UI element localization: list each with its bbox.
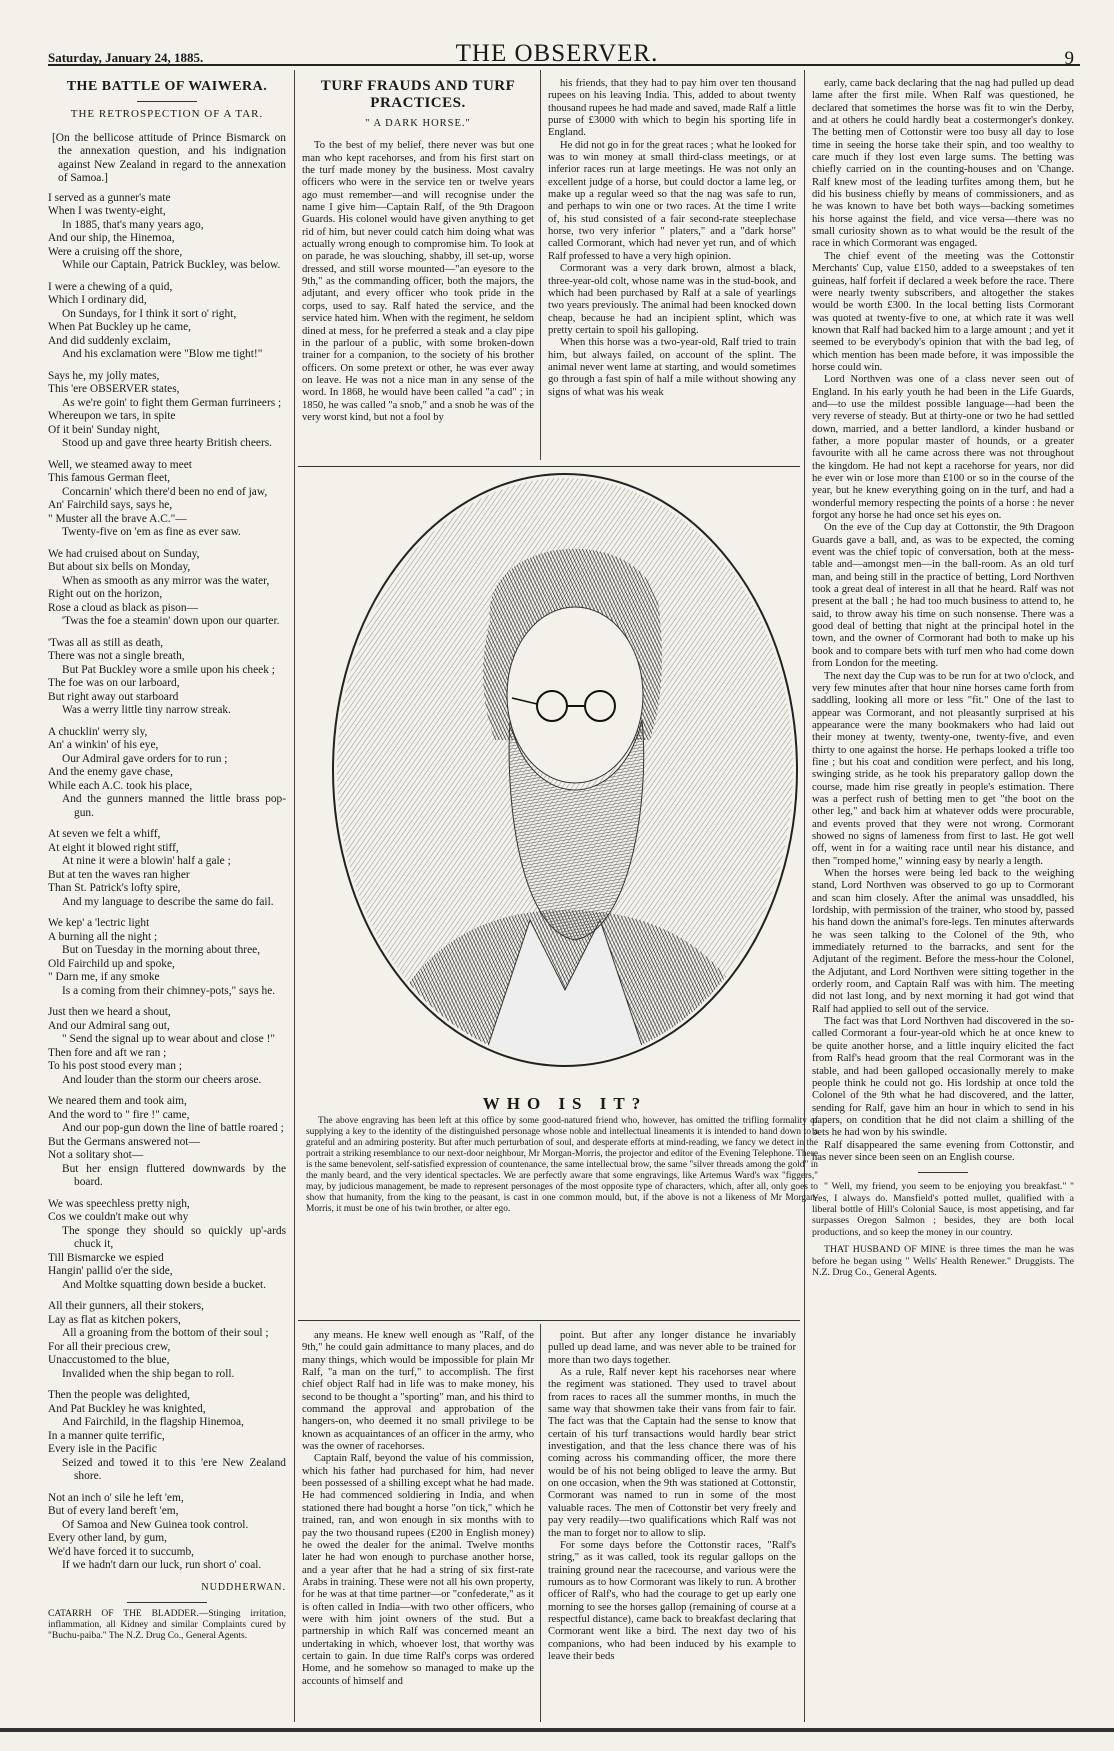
paragraph: To the best of my belief, there never was but one man who kept racehorses, and from his first start on the turf made money by the business. Most cavalry officers who were in the service ten or twelve years ago must remember—and will recognise under the name I give him—Captain Ralf, of the 9th Dragoon Guards. His colonel would have given anything to get rid of him, but never could catch him doing what was actually wrong enough to compromise him. To look at on parade, he was slouching, shabby, ill set-up, worse dressed, and still worse mounted—"an eyesore to the 9th," as the commanding officer, both the majors, the adjutant, and every officer who took pride in the corps, used to say. Ralf hated the service, and the service hated him. When with the regiment, he seldom dined at mess, for he preferred a steak and a clay pipe in the parlour of a public, with some broken-down trainer for a companion, to the society of his brother officers. On some pretext or other, he was ever away on leave. He was not a nice man in any sense of the word. In 1868, he would have been called "a cad" ; in 1850, he was called "a snob," and a snob he was of the very worst kind, but not a fool by (302, 140, 534, 423)
poem-line: Then fore and aft we ran ; (48, 1046, 167, 1059)
poem-line: All their gunners, all their stokers, (48, 1300, 204, 1312)
poem-line: Which I ordinary did, (48, 294, 147, 306)
poem-line: We was speechless pretty nigh, (48, 1197, 190, 1210)
poem-line: And louder than the storm our cheers arose. (62, 1073, 262, 1086)
stanza (48, 1492, 286, 1573)
poem-line: But right away out starboard (48, 690, 179, 703)
poem-title: THE BATTLE OF WAIWERA. (66, 79, 268, 94)
column-divider (540, 70, 541, 460)
article-body (548, 1330, 796, 1663)
ornament-rule (137, 101, 197, 102)
poem-line: Twenty-five on 'em as fine as ever saw. (62, 526, 241, 538)
poem-line: But about six bells on Monday, (48, 561, 191, 573)
issue-date: Saturday, January 24, 1885. (48, 50, 204, 65)
article-subtitle: " A DARK HORSE." (365, 118, 471, 129)
poem-line: Hangin' pallid o'er the side, (48, 1265, 173, 1277)
paragraph: Ralf disappeared the same evening from Cottonstir, and has never since been seen on an English course. (812, 1139, 1074, 1163)
poem-line: And did suddenly exclaim, (48, 334, 171, 347)
poem-line: And our pop-gun down the line of battle roared ; (62, 1122, 284, 1134)
poem-line: A chucklin' werry sly, (48, 725, 148, 738)
poem-line: Not an inch o' sile he left 'em, (48, 1491, 184, 1504)
poem-line: And the gunners manned the little brass pop-gun. (62, 793, 286, 819)
poem-line: Than St. Patrick's lofty spire, (48, 882, 181, 894)
section-rule (298, 466, 800, 467)
article-body (302, 140, 534, 424)
poem-line: While each A.C. took his place, (48, 779, 193, 792)
paragraph: point. But after any longer distance he invariably pulled up dead lame, and was never able to be trained for more than two days together. (548, 1330, 796, 1366)
poem-line: In a manner quite terrific, (48, 1429, 165, 1442)
paragraph: The fact was that Lord Northven had discovered in the so-called Cormorant a four-year-old which he at once knew to be quite another horse, and a little inquiry elicited the fact from Ralf's head groom that the real Cormorant was in the stable, and had been galloped occasionally merely to make people think he could not go. His lordship at once told the Colonel of the 9th what he had discovered, and the latter, sending for Ralf, gave him an hour in which to send in his papers, on condition that he did not claim a shilling of the bets he had won by his swindle. (812, 1016, 1074, 1139)
column-divider (540, 1324, 541, 1722)
stanza (48, 459, 286, 540)
poem-line: Just then we heard a shout, (48, 1006, 171, 1018)
column-divider (804, 70, 805, 1722)
poem-line: We'd have forced it to succumb, (48, 1545, 194, 1558)
paragraph: The chief event of the meeting was the Cottonstir Merchants' Cup, value £150, added to a sweepstakes of ten guineas, half forfeit if declared a week before the race. There were nearly twenty subscribers, and altogether the stakes would be worth £300. In the local betting lists Cormorant was quoted at twenty-five to one, at which rate it was well known that Ralf had backed him to a large amount ; and yet it seemed to be everybody's opinion that with the bad leg, of which mention has been made before, it was impossible the horse could win. (812, 250, 1074, 373)
poem-line: And Pat Buckley he was knighted, (48, 1402, 206, 1415)
column-divider (294, 70, 295, 1722)
stanza (48, 1389, 286, 1484)
poem-line: This 'ere OBSERVER states, (48, 383, 180, 395)
stanza (48, 1300, 286, 1381)
paragraph: When the horses were being led back to the weighing stand, Lord Northven was observed to go up to Cormorant and scan him closely. After the animal was unsaddled, his lordship, with permission of the trainer, who stood by, passed his hand down the animal's fore-legs. Ten minutes afterwards he was seen talking to the Colonel of the 9th, who immediately returned to the barracks, and sent for the Adjutant of the regiment. Before the mess-hour the Colonel, the Adjutant, and Lord Northven were sitting together in the orderly room, and Captain Ralf was with him. The meeting did not last long, and by next morning it had got wind that Ralf had applied to sell out of the service. (812, 868, 1074, 1015)
poem-line: If we hadn't darn our luck, run short o' coal. (62, 1559, 262, 1571)
poem-line: " Darn me, if any smoke (48, 971, 160, 983)
poem-line: There was not a single breath, (48, 650, 185, 662)
poem-line: In 1885, that's many years ago, (62, 218, 204, 231)
article-body (302, 1330, 534, 1688)
poem-line: And my language to describe the same do fail. (62, 895, 274, 908)
paragraph: The next day the Cup was to be run for at two o'clock, and very few minutes after that hour nine horses came forth from saddling, looking all more or less "fit." One of the last to appear was Cormorant, and not pleasantly surprised at his appearance were the many bookmakers who had laid out their money at twenty, twenty-one, twenty-five, and even thirty to one against the horse. He perhaps looked a trifle too fine ; but his coat and condition were perfect, and his long, swinging stride, as he took his preparatory gallop down the course, made him rise greatly in people's estimation. There was a perfect rush of betting men to get "the boot on the other leg," and back him at whatever odds were procurable, and events proved that they were not wrong. Cormorant showed no signs of lameness from first to last. He got well off, went in for a waiting race until near his distance, and then "romped home," winning easy by nearly a length. (812, 670, 1074, 867)
poem-line: But on Tuesday in the morning about three, (62, 944, 261, 956)
poem-line: Invalided when the ship began to roll. (62, 1367, 235, 1380)
poem-line: Stood up and gave three hearty British cheers. (62, 437, 273, 449)
poem-line: As we're goin' to fight them German furrineers ; (62, 396, 282, 409)
stanza (48, 192, 286, 273)
portrait-caption (306, 1116, 818, 1215)
poem-line: Cos we couldn't make out why (48, 1211, 189, 1223)
poem-line: While our Captain, Patrick Buckley, was below. (62, 259, 281, 271)
poem-line: When I was twenty-eight, (48, 205, 166, 217)
stanza (48, 370, 286, 451)
poem-line: At seven we felt a whiff, (48, 828, 161, 840)
poem-line: Rose a cloud as black as pison— (48, 601, 198, 614)
poem-line: At nine it were a blowin' half a gale ; (62, 855, 231, 867)
poem-line: Every other land, by gum, (48, 1532, 167, 1544)
poem-line: I were a chewing of a quid, (48, 280, 173, 293)
poem-signature: NUDDHERWAN. (201, 1581, 286, 1593)
poem-subtitle: THE RETROSPECTION OF A TAR. (70, 108, 264, 120)
paragraph: early, came back declaring that the nag had pulled up dead lame after the first mile. When Ralf was questioned, he declared that sometimes the horse was fit to win the Derby, and at others he could hardly beat a costermonger's donkey. The betting men of Cottonstir were too busy all day to lose time in seeing the horse take their spin, and too wealthy to care much if they lost even large sums. The betting was chiefly carried on in the counting-houses and on 'Change. Ralf knew most of the leading turfites among them, but he did his business chiefly by means of commissioners, and as he was known to have bet both ways—backing sometimes his horse against the field, and vice versa—there was no small curiosity shown as to what would be the result of the race in which Cormorant was engaged. (812, 78, 1074, 250)
poem-line: But her ensign fluttered downwards by the board. (62, 1162, 286, 1188)
portrait-heading: WHO IS IT? (482, 1094, 648, 1113)
ornament-rule (127, 1602, 207, 1603)
turf-column-1 (302, 78, 534, 462)
page-number: 9 (1064, 48, 1074, 69)
poem-line: But Pat Buckley wore a smile upon his cheek ; (62, 663, 275, 676)
article-body (548, 78, 796, 399)
masthead (30, 34, 1084, 69)
masthead-rule (48, 64, 1080, 66)
poem-line: Lay as flat as kitchen pokers, (48, 1313, 181, 1326)
stanza (48, 828, 286, 909)
ornament-rule (918, 1172, 968, 1173)
poem-line: Were a cruising off the shore, (48, 245, 183, 258)
poem-line: Well, we steamed away to meet (48, 458, 192, 471)
poem-line: And our Admiral sang out, (48, 1019, 170, 1032)
stanza (48, 548, 286, 629)
turf-column-2-continued (548, 1330, 796, 1722)
poem-line: Old Fairchild up and spoke, (48, 957, 175, 970)
poem-line: But at ten the waves ran higher (48, 868, 190, 881)
poem-line: We kep' a 'lectric light (48, 917, 150, 929)
poem-line: 'Twas all as still as death, (48, 636, 164, 649)
poem-intro: [On the bellicose attitude of Prince Bismarck on the annexation question, and his indignation against New Zealand in regard to the annexation of Samoa.] (52, 131, 286, 184)
newspaper-title: THE OBSERVER. (455, 40, 659, 67)
poem-line: We had cruised about on Sunday, (48, 547, 200, 560)
poem-stanzas (48, 192, 286, 1573)
advertisement: CATARRH OF THE BLADDER.—Stinging irritation, inflammation, all Kidney and similar Complaints cured by "Buchu-paiba." The N.Z. Drug Co., General Agents. (48, 1609, 286, 1641)
poem-line: A burning all the night ; (48, 930, 158, 943)
paragraph: Captain Ralf, beyond the value of his commission, which his father had purchased for him, had never been possessed of a shilling except what he had made. He had commenced soldiering in India, and when stationed there had bought a horse "on tick," which he trained, ran, and won enough in six months with to pay the two thousand rupees (£200 in English money) he owed the dealer for the animal. Twelve months later he had won enough to purchase another horse, and a year after that he had a string of six first-rate Arabs in training. These were not all his own property, for he was at that time partner—or "confederate," as it is often called in India—with two other officers, who were with him joint owners of the stud. But a partnership in which Ralf was concerned meant an undertaking in which, whoever lost, that worthy was certain to gain. In due time Ralf's corps was ordered Home, and he somehow so managed to make up the accounts of himself and (302, 1453, 534, 1687)
poem-line: At eight it blowed right stiff, (48, 841, 179, 854)
article-title: TURF FRAUDS AND TURF PRACTICES. (320, 78, 516, 111)
poem-column (48, 78, 286, 1718)
paragraph: As a rule, Ralf never kept his racehorses near where the regiment was stationed. They used to travel about from races to races all the summer months, in much the same way that showmen take their vans from fair to fair. The fact was that the Captain had the sense to know that certain of his turf transactions would hardly bear strict investigation, and that the less chance there was of his coming across his commanding officer, the more there would be of his not being obliged to leave the army. But on one occasion, when the 9th was stationed at Cottonstir, Cormorant was named to run in some of the most valuable races. The men of Cottonstir bet very freely and pay very readily—two qualifications which Ralf was not the man to forget nor to allow to slip. (548, 1367, 796, 1539)
article-body (812, 78, 1074, 1164)
poem-line: Unaccustomed to the blue, (48, 1354, 170, 1366)
poem-line: When as smooth as any mirror was the water, (62, 574, 270, 587)
poem-line: And the enemy gave chase, (48, 766, 173, 778)
poem-line: When Pat Buckley up he came, (48, 321, 191, 333)
paragraph: Cormorant was a very dark brown, almost a black, three-year-old colt, whose name was in the stud-book, and which had been purchased by Ralf at a sale of yearlings two years previously. The animal had been knocked down cheap, because he had an incipient splint, which was pretty certain to spoil his galloping. (548, 263, 796, 336)
poem-line: Says he, my jolly mates, (48, 369, 160, 382)
turf-column-1-continued (302, 1330, 534, 1722)
poem-line: An' Fairchild says, says he, (48, 499, 173, 511)
poem-line: To his post stood every man ; (48, 1060, 182, 1072)
poem-line: But of every land bereft 'em, (48, 1505, 179, 1517)
caption-text: The above engraving has been left at this office by some good-natured friend who, however, has omitted the trifling formality of supplying a key to the identity of the distinguished personage whose noble and intellectual lineaments it is intended to hand down to a grateful and an admiring posterity. But after much perturbation of soul, and desperate efforts at mind-reading, we fancy we detect in the portrait a striking resemblance to our next-door neighbour, Mr Morgan-Morris, the projector and editor of the Evening Telephone. There is the same benevolent, self-satisfied expression of countenance, the same intellectual brow, the same "silver threads among the gold" in the manly beard, and the very identical spectacles. We are perfectly aware that some engravings, like Artemus Ward's wax "figgers," may, by judicious management, be made to represent personages of the most opposite type of characters, which, after all, only goes to show that humanity, from the king to the peasant, is cast in one common mould, but, if the above is not a likeness of Mr Morgan-Morris, it must be one of his twin brother, or alter ego. (306, 1116, 818, 1214)
poem-line: I served as a gunner's mate (48, 191, 171, 204)
poem-line: Concarnin' which there'd been no end of jaw, (62, 485, 268, 498)
poem-line: Our Admiral gave orders for to run ; (62, 752, 228, 765)
poem-line: Till Bismarcke we espied (48, 1251, 164, 1264)
turf-column-3 (812, 78, 1074, 1722)
turf-column-2 (548, 78, 796, 462)
page-bottom-rule (0, 1728, 1114, 1732)
paragraph: his friends, that they had to pay him over ten thousand rupees on his leaving India. This, added to about twenty thousand rupees he had made and saved, made Ralf a little purse of £3000 with which to begin his sporting life in England. (548, 78, 796, 139)
poem-line: And our ship, the Hinemoa, (48, 232, 175, 244)
poem-line: For all their precious crew, (48, 1340, 171, 1353)
poem-line: 'Twas the foe a steamin' down upon our quarter. (62, 615, 280, 627)
poem-line: The foe was on our larboard, (48, 677, 180, 689)
poem-line: On Sundays, for I think it sort o' right, (62, 307, 237, 320)
paragraph: Lord Northven was one of a class never seen out of England. In his early youth he had been in the Life Guards, and—to use the mildest possible language—had been the very reverse of steady. But at thirty-one or two he had settled down, married, and a better landlord, a kinder husband or father, a more popular master of hounds, or a greater favourite with all he came across there was not throughout the kingdom. He had not kept a racehorse for years, nor did he ever win or lose more than £100 or so in the course of the year, but he knew everything going on in the turf, and had a wonderful memory respecting the points of a horse : he never forgot any horse he had once set his eyes on. (812, 374, 1074, 522)
stanza (48, 637, 286, 718)
poem-line: Of it bein' Sunday night, (48, 423, 160, 436)
poem-line: Of Samoa and New Guinea took control. (62, 1518, 249, 1531)
stanza (48, 1198, 286, 1293)
paragraph: For some days before the Cottonstir races, "Ralf's string," as it was called, took its regular gallops on the training ground near the racecourse, and various were the rumours as to how Cormorant was likely to run. A brother officer of Ralf's, who had the courage to get up early one morning to see the horses gallop (remaining of course at a respectful distance), came back to breakfast declaring that Cormorant went like a bird. The next day two of his companions, who had been induced by his example to leave their beds (548, 1539, 796, 1662)
paragraph: When this horse was a two-year-old, Ralf tried to train him, but always failed, on account of the splint. The animal never went lame at starting, and would sometimes go through a fast spin of half a mile without showing any signs of what was his weak (548, 337, 796, 398)
poem-line: The sponge they should so quickly up'-ards chuck it, (62, 1224, 286, 1250)
poem-line: Right out on the horizon, (48, 588, 163, 600)
portrait-engraving (330, 470, 800, 1070)
poem-line: " Send the signal up to wear about and close !" (62, 1033, 276, 1045)
poem-line: Every isle in the Pacific (48, 1443, 157, 1455)
stanza (48, 726, 286, 821)
poem-line: Was a werry little tiny narrow streak. (62, 704, 231, 716)
poem-line: And his exclamation were "Blow me tight!" (62, 348, 263, 360)
poem-line: Whereupon we tars, in spite (48, 410, 176, 422)
poem-line: We neared them and took aim, (48, 1095, 187, 1107)
poem-line: But the Germans answered not— (48, 1135, 200, 1148)
advertisement: THAT HUSBAND OF MINE is three times the man he was before he began using " Wells' Health Renewer." Druggists. The N.Z. Drug Co., General Agents. (812, 1244, 1074, 1279)
stanza (48, 917, 286, 998)
poem-line: And Moltke squatting down beside a bucket. (62, 1278, 267, 1291)
poem-line: All a groaning from the bottom of their soul ; (62, 1327, 269, 1339)
stanza (48, 1006, 286, 1087)
stanza (48, 1095, 286, 1190)
paragraph: He did not go in for the great races ; what he looked for was to win money at small third-class meetings, or at inferior races run at large meetings. He was not only an excellent judge of a horse, but could doctor a lame leg, or make up a regular weed so that the nag was safe to run, and perhaps to win one or two races. At the time I write of, his stud consisted of a fair second-rate steeplechase horse, two very inferior " platers," and a "dark horse" called Cormorant, which had never yet run, and of which Ralf professed to have a very high opinion. (548, 139, 796, 262)
portrait-illustration (330, 470, 800, 1070)
poem-line: Seized and towed it to this 'ere New Zealand shore. (62, 1456, 286, 1482)
poem-line: Is a coming from their chimney-pots," says he. (62, 984, 276, 997)
poem-line: An' a winkin' of his eye, (48, 739, 159, 751)
poem-line: And Fairchild, in the flagship Hinemoa, (62, 1416, 244, 1428)
section-rule (298, 1320, 800, 1321)
poem-line: " Muster all the brave A.C."— (48, 512, 187, 525)
poem-line: And the word to " fire !" came, (48, 1108, 190, 1121)
paragraph: On the eve of the Cup day at Cottonstir, the 9th Dragoon Guards gave a ball, and, as was to be expected, the coming event was the chief topic of conversation, both at the mess-table and—amongst men—in the ball-room. As an old turf man, and being still in the practice of betting, Lord Northven took a great deal of interest in all that he heard. Ralf was not present at the ball ; he had too much business to attend to, he said, to throw away his time on such nonsense. There was a good deal of betting that night at the principal hotel in the town, and the owner of Cormorant had both to make up his book and to compare bets with turf men who had come down from London for the meeting. (812, 522, 1074, 670)
stanza (48, 281, 286, 362)
advertisement: " Well, my friend, you seem to be enjoying you breakfast." " Yes, I always do. Mansfield's potted mullet, qualified with a liberal bottle of Hill's Colonial Sauce, is most appetising, and far surpasses Oregon Salmon ; besides, they are both local productions, and so keep the money in our country. (812, 1181, 1074, 1238)
poem-line: This famous German fleet, (48, 472, 171, 484)
poem-line: Then the people was delighted, (48, 1389, 191, 1401)
paragraph: any means. He knew well enough as "Ralf, of the 9th," he could gain admittance to many places, and do many things, which would be impossible for plain Mr Ralf, "a man on the turf," to accomplish. The first chief object Ralf had in life was to make money, his second to be thought a "sporting" man, and his third to command the approval and approbation of the hangers-on, who deemed it no small privilege to be known as acquaintances of an officer in the army, who was the owner of racehorses. (302, 1330, 534, 1453)
poem-line: Not a solitary shot— (48, 1149, 144, 1161)
